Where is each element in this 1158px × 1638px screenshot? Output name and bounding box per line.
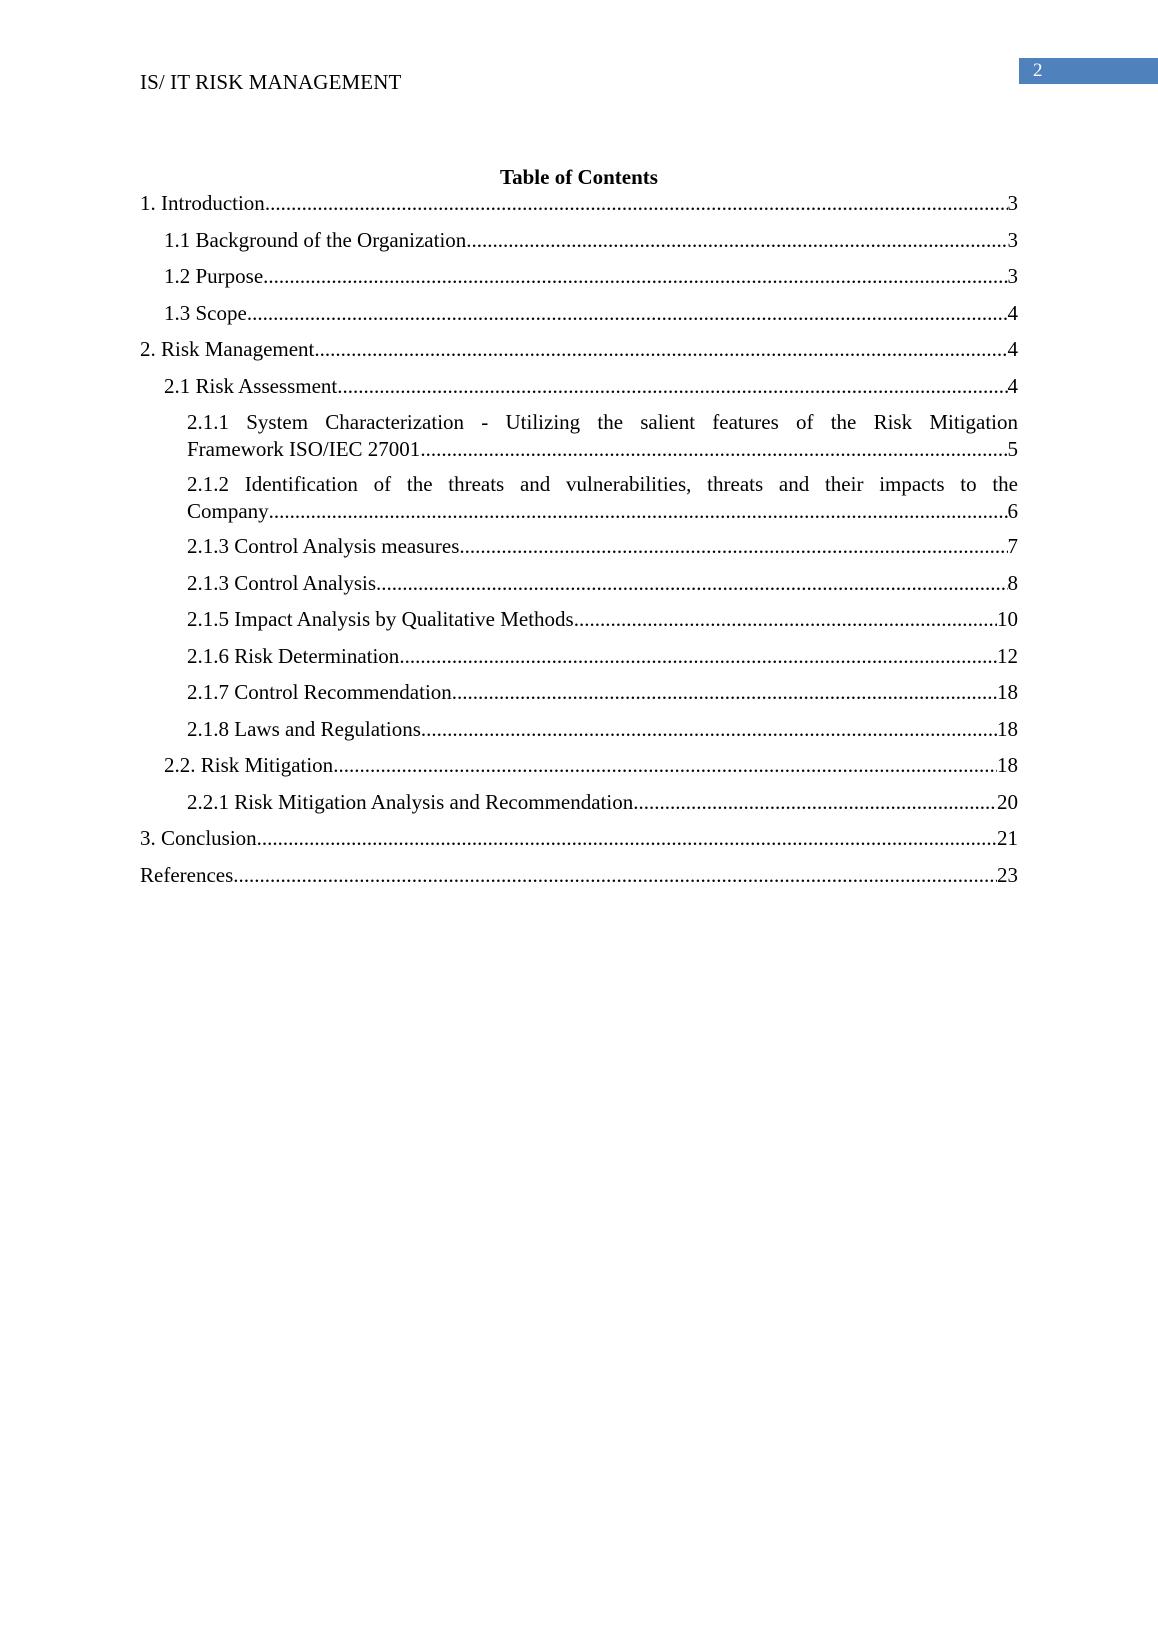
toc-entry-page: 18: [997, 680, 1018, 704]
page-number: 2: [1033, 60, 1043, 81]
toc-entry-label: 2.1.3 Control Analysis measures: [187, 534, 460, 558]
toc-entry-laws-regulations[interactable]: [140, 716, 1018, 742]
toc-entry-risk-assessment[interactable]: [140, 373, 1018, 399]
dot-leader: [633, 789, 997, 815]
dot-leader: [314, 336, 1007, 362]
toc-entry-page: 18: [997, 716, 1018, 741]
dot-leader: [337, 373, 1007, 399]
toc-entry-page: 3: [1007, 264, 1018, 288]
toc-entry-page: 8: [1007, 570, 1018, 595]
dot-leader: [574, 606, 997, 632]
toc-entry-page: 21: [997, 826, 1018, 850]
toc-entry-label: 2.1.5 Impact Analysis by Qualitative Methods: [187, 607, 574, 631]
toc-entry-page: 12: [997, 643, 1018, 668]
dot-leader: [333, 752, 997, 778]
toc-entry-control-analysis[interactable]: [140, 570, 1018, 596]
toc-entry-label: 1.1 Background of the Organization: [164, 227, 467, 252]
toc-entry-label-line1: 2.1.1 System Characterization - Utilizing the salient features of the Risk Mitigation: [187, 410, 1018, 434]
dot-leader: [257, 825, 997, 851]
toc-entry-references[interactable]: [140, 862, 1018, 888]
dot-leader: [265, 190, 1008, 216]
toc-entry-page: 20: [997, 789, 1018, 814]
toc-entry-background[interactable]: [140, 227, 1018, 253]
dot-leader: [263, 263, 1007, 289]
toc-entry-label-line1: 2.1.2 Identification of the threats and vulnerabilities, threats and their impacts to the: [187, 472, 1018, 496]
dot-leader: [420, 436, 1007, 462]
toc-entry-impact-analysis[interactable]: [140, 606, 1018, 632]
toc-entry-label: 2.2.1 Risk Mitigation Analysis and Recommendation: [187, 789, 634, 814]
dot-leader: [466, 227, 1007, 253]
toc-entry-label: 1.2 Purpose: [164, 264, 264, 288]
dot-leader: [459, 533, 1007, 559]
dot-leader: [233, 862, 997, 888]
page-number-bar: [1019, 58, 1158, 84]
toc-entry-page: 6: [1007, 499, 1018, 523]
toc-entry-label: 1.3 Scope: [164, 300, 247, 325]
toc-entry-scope[interactable]: [140, 300, 1018, 326]
toc-entry-label: 2.1.3 Control Analysis: [187, 570, 377, 595]
toc-entry-label: 2.1.8 Laws and Regulations: [187, 716, 421, 741]
toc-entry-page: 4: [1007, 337, 1018, 361]
toc-entry-page: 23: [997, 862, 1018, 887]
running-header: IS/ IT RISK MANAGEMENT: [140, 70, 402, 94]
toc-entry-introduction[interactable]: [140, 190, 1018, 216]
dot-leader: [269, 498, 1008, 524]
toc-entry-label: 1. Introduction: [140, 191, 265, 215]
toc-entry-risk-determination[interactable]: [140, 643, 1018, 669]
toc-entry-label-line2: Framework ISO/IEC 27001: [187, 437, 421, 461]
table-of-contents: [140, 190, 1018, 898]
toc-entry-system-characterization[interactable]: [140, 409, 1018, 462]
dot-leader: [376, 570, 1007, 596]
dot-leader: [399, 643, 997, 669]
toc-entry-page: 5: [1007, 437, 1018, 461]
toc-entry-label: 2.1.6 Risk Determination: [187, 643, 400, 668]
toc-entry-label: References: [140, 862, 234, 887]
toc-entry-label: 2.1 Risk Assessment: [164, 373, 338, 398]
toc-entry-page: 4: [1007, 300, 1018, 325]
toc-entry-page: 3: [1007, 227, 1018, 252]
toc-title: Table of Contents: [500, 165, 658, 189]
toc-entry-label: 2.1.7 Control Recommendation: [187, 680, 452, 704]
toc-entry-label: 3. Conclusion: [140, 826, 257, 850]
toc-entry-label: 2. Risk Management: [140, 337, 315, 361]
toc-entry-page: 10: [997, 607, 1018, 631]
toc-entry-page: 7: [1007, 534, 1018, 558]
toc-entry-conclusion[interactable]: [140, 825, 1018, 851]
toc-entry-label-line2: Company: [187, 499, 269, 523]
dot-leader: [247, 300, 1008, 326]
toc-entry-risk-mitigation[interactable]: [140, 752, 1018, 778]
toc-entry-page: 3: [1007, 191, 1018, 215]
toc-entry-purpose[interactable]: [140, 263, 1018, 289]
dot-leader: [421, 716, 997, 742]
toc-entry-page: 18: [997, 753, 1018, 777]
toc-entry-label: 2.2. Risk Mitigation: [164, 753, 334, 777]
toc-entry-risk-management[interactable]: [140, 336, 1018, 362]
toc-entry-control-analysis-measures[interactable]: [140, 533, 1018, 559]
dot-leader: [452, 679, 997, 705]
toc-entry-threat-identification[interactable]: [140, 471, 1018, 524]
toc-entry-mitigation-analysis[interactable]: [140, 789, 1018, 815]
toc-entry-page: 4: [1007, 373, 1018, 398]
toc-entry-control-recommendation[interactable]: [140, 679, 1018, 705]
